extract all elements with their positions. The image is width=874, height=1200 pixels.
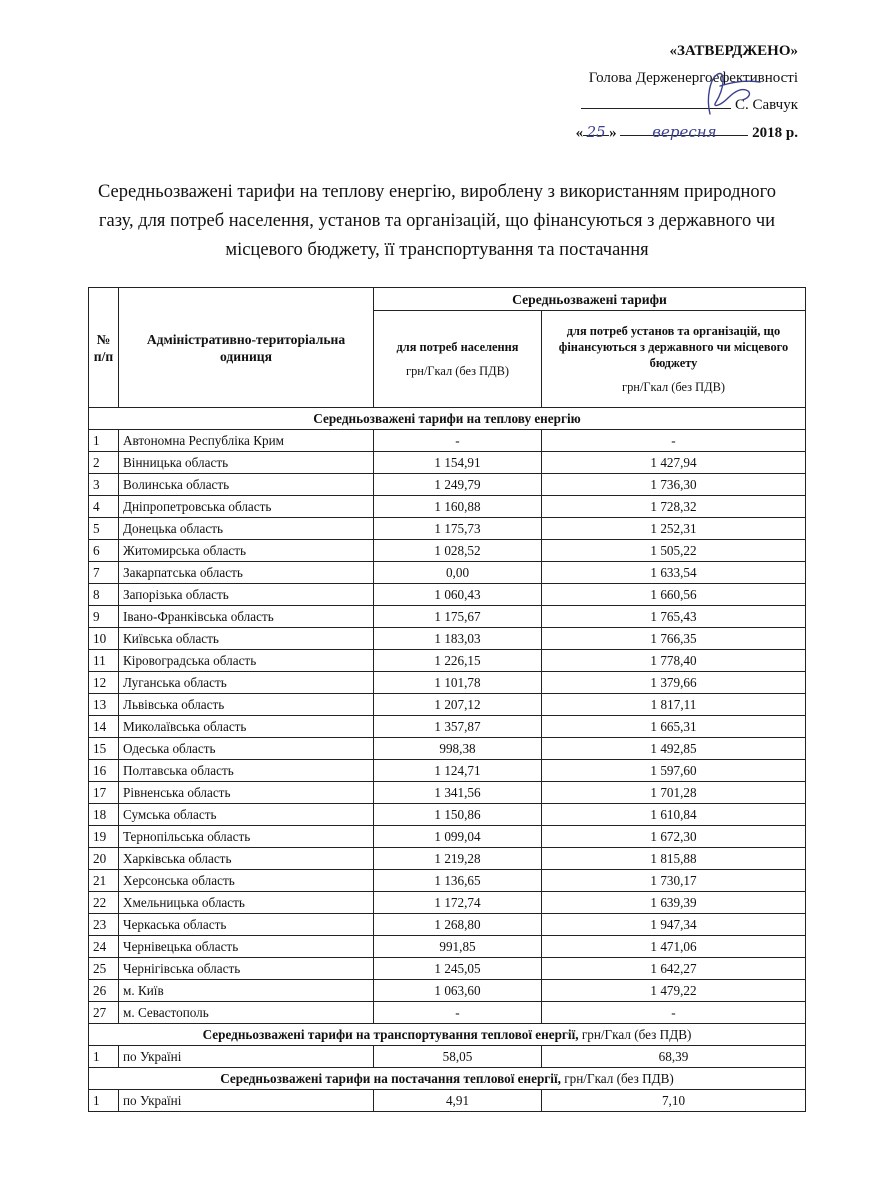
row-name: м. Севастополь	[119, 1002, 374, 1024]
row-institutions-tariff: 1 947,34	[542, 914, 806, 936]
row-institutions-tariff: 1 379,66	[542, 672, 806, 694]
header-unit-name: Адміністративно-територіальна одиниця	[119, 288, 374, 408]
row-name: Житомирська область	[119, 540, 374, 562]
row-name: по Україні	[119, 1090, 374, 1112]
row-institutions-tariff: 1 736,30	[542, 474, 806, 496]
region-row	[89, 716, 806, 738]
row-name: Автономна Республіка Крим	[119, 430, 374, 452]
approval-stamp: «ЗАТВЕРДЖЕНО»	[669, 43, 798, 59]
row-name: Закарпатська область	[119, 562, 374, 584]
row-number: 21	[89, 870, 119, 892]
row-population-tariff: 1 063,60	[374, 980, 542, 1002]
row-name: Чернівецька область	[119, 936, 374, 958]
region-row	[89, 650, 806, 672]
region-row	[89, 518, 806, 540]
row-number: 1	[89, 430, 119, 452]
header-institutions	[542, 311, 806, 408]
row-population-tariff: 1 175,67	[374, 606, 542, 628]
row-number: 2	[89, 452, 119, 474]
region-row	[89, 430, 806, 452]
row-number: 1	[89, 1046, 119, 1068]
row-institutions-tariff: 1 479,22	[542, 980, 806, 1002]
row-population-tariff: 4,91	[374, 1090, 542, 1112]
region-row	[89, 496, 806, 518]
section-transport	[89, 1024, 806, 1046]
row-population-tariff: -	[374, 1002, 542, 1024]
row-name: Херсонська область	[119, 870, 374, 892]
row-population-tariff: 1 175,73	[374, 518, 542, 540]
row-population-tariff: 1 341,56	[374, 782, 542, 804]
row-number: 5	[89, 518, 119, 540]
row-institutions-tariff: -	[542, 1002, 806, 1024]
region-row	[89, 870, 806, 892]
row-population-tariff: 1 101,78	[374, 672, 542, 694]
row-population-tariff: 1 183,03	[374, 628, 542, 650]
row-name: Вінницька область	[119, 452, 374, 474]
row-population-tariff: 1 136,65	[374, 870, 542, 892]
row-institutions-tariff: 1 471,06	[542, 936, 806, 958]
header-institutions-unit: грн/Гкал (без ПДВ)	[622, 380, 725, 394]
region-row	[89, 782, 806, 804]
row-institutions-tariff: 1 701,28	[542, 782, 806, 804]
row-institutions-tariff: 1 639,39	[542, 892, 806, 914]
row-number: 18	[89, 804, 119, 826]
row-number: 27	[89, 1002, 119, 1024]
row-population-tariff: 1 150,86	[374, 804, 542, 826]
row-institutions-tariff: 1 597,60	[542, 760, 806, 782]
row-institutions-tariff: 1 505,22	[542, 540, 806, 562]
row-number: 1	[89, 1090, 119, 1112]
row-number: 6	[89, 540, 119, 562]
tariffs-table	[88, 287, 806, 1112]
section-transport-title: Середньозважені тарифи на транспортування теплової енергії,	[202, 1026, 579, 1042]
row-name: по Україні	[119, 1046, 374, 1068]
row-number: 20	[89, 848, 119, 870]
approval-signer: С. Савчук	[734, 97, 798, 113]
section-supply-unit: грн/Гкал (без ПДВ)	[564, 1070, 674, 1086]
region-row	[89, 892, 806, 914]
header-institutions-label: для потреб установ та організацій, що фінансуються з державного чи місцевого бюджету	[558, 324, 789, 370]
row-number: 14	[89, 716, 119, 738]
header-number: № п/п	[89, 288, 119, 408]
row-institutions-tariff: 1 252,31	[542, 518, 806, 540]
row-institutions-tariff: 68,39	[542, 1046, 806, 1068]
row-population-tariff: 1 357,87	[374, 716, 542, 738]
row-population-tariff: 1 154,91	[374, 452, 542, 474]
row-number: 12	[89, 672, 119, 694]
row-institutions-tariff: 1 766,35	[542, 628, 806, 650]
region-row	[89, 980, 806, 1002]
approval-date	[498, 119, 798, 147]
row-name: Миколаївська область	[119, 716, 374, 738]
transport-row	[89, 1046, 806, 1068]
row-name: Полтавська область	[119, 760, 374, 782]
row-population-tariff: 1 249,79	[374, 474, 542, 496]
row-institutions-tariff: 1 672,30	[542, 826, 806, 848]
row-name: Волинська область	[119, 474, 374, 496]
region-row	[89, 760, 806, 782]
row-number: 15	[89, 738, 119, 760]
row-institutions-tariff: 1 660,56	[542, 584, 806, 606]
header-tariffs-group: Середньозважені тарифи	[374, 288, 806, 311]
row-name: Львівська область	[119, 694, 374, 716]
row-number: 23	[89, 914, 119, 936]
row-institutions-tariff: 1 728,32	[542, 496, 806, 518]
row-name: Кіровоградська область	[119, 650, 374, 672]
row-population-tariff: 1 219,28	[374, 848, 542, 870]
row-name: Дніпропетровська область	[119, 496, 374, 518]
row-population-tariff: 1 268,80	[374, 914, 542, 936]
region-row	[89, 694, 806, 716]
row-institutions-tariff: 1 665,31	[542, 716, 806, 738]
row-number: 9	[89, 606, 119, 628]
approval-position: Голова Держенергоефективності	[588, 70, 798, 86]
date-year: 2018 р.	[752, 125, 798, 141]
row-name: Рівненська область	[119, 782, 374, 804]
row-institutions-tariff: 1 633,54	[542, 562, 806, 584]
row-institutions-tariff: 7,10	[542, 1090, 806, 1112]
region-row	[89, 452, 806, 474]
row-name: Луганська область	[119, 672, 374, 694]
row-name: м. Київ	[119, 980, 374, 1002]
region-row	[89, 1002, 806, 1024]
row-population-tariff: 58,05	[374, 1046, 542, 1068]
row-number: 3	[89, 474, 119, 496]
row-number: 17	[89, 782, 119, 804]
date-open-quote: «	[575, 125, 584, 141]
row-name: Запорізька область	[119, 584, 374, 606]
section-heat-title: Середньозважені тарифи на теплову енергію	[89, 408, 806, 430]
row-institutions-tariff: -	[542, 430, 806, 452]
region-row	[89, 584, 806, 606]
region-row	[89, 606, 806, 628]
row-name: Тернопільська область	[119, 826, 374, 848]
region-row	[89, 914, 806, 936]
row-institutions-tariff: 1 730,17	[542, 870, 806, 892]
row-institutions-tariff: 1 778,40	[542, 650, 806, 672]
row-population-tariff: 991,85	[374, 936, 542, 958]
row-name: Черкаська область	[119, 914, 374, 936]
row-name: Сумська область	[119, 804, 374, 826]
region-row	[89, 540, 806, 562]
row-population-tariff: 1 099,04	[374, 826, 542, 848]
row-number: 13	[89, 694, 119, 716]
row-number: 4	[89, 496, 119, 518]
row-number: 25	[89, 958, 119, 980]
row-name: Івано-Франківська область	[119, 606, 374, 628]
row-number: 7	[89, 562, 119, 584]
row-name: Донецька область	[119, 518, 374, 540]
row-number: 24	[89, 936, 119, 958]
region-row	[89, 738, 806, 760]
region-row	[89, 958, 806, 980]
row-population-tariff: 1 207,12	[374, 694, 542, 716]
row-name: Київська область	[119, 628, 374, 650]
row-name: Хмельницька область	[119, 892, 374, 914]
row-population-tariff: 1 245,05	[374, 958, 542, 980]
row-population-tariff: 1 060,43	[374, 584, 542, 606]
header-population-unit: грн/Гкал (без ПДВ)	[406, 364, 509, 378]
row-population-tariff: 998,38	[374, 738, 542, 760]
region-row	[89, 848, 806, 870]
row-population-tariff: 1 172,74	[374, 892, 542, 914]
row-number: 16	[89, 760, 119, 782]
region-row	[89, 826, 806, 848]
row-name: Чернігівська область	[119, 958, 374, 980]
row-number: 11	[89, 650, 119, 672]
signature-mark	[680, 68, 766, 120]
row-name: Одеська область	[119, 738, 374, 760]
row-number: 8	[89, 584, 119, 606]
region-row	[89, 628, 806, 650]
section-supply-title: Середньозважені тарифи на постачання теплової енергії,	[220, 1070, 561, 1086]
region-row	[89, 672, 806, 694]
region-row	[89, 804, 806, 826]
row-institutions-tariff: 1 610,84	[542, 804, 806, 826]
row-population-tariff: -	[374, 430, 542, 452]
date-day: 25	[583, 119, 609, 136]
row-number: 22	[89, 892, 119, 914]
row-number: 19	[89, 826, 119, 848]
row-institutions-tariff: 1 642,27	[542, 958, 806, 980]
section-supply	[89, 1068, 806, 1090]
section-transport-unit: грн/Гкал (без ПДВ)	[581, 1026, 692, 1042]
header-population-label: для потреб населення	[396, 340, 519, 354]
row-population-tariff: 1 160,88	[374, 496, 542, 518]
date-month: вересня	[620, 119, 748, 136]
row-population-tariff: 1 124,71	[374, 760, 542, 782]
row-institutions-tariff: 1 492,85	[542, 738, 806, 760]
row-population-tariff: 0,00	[374, 562, 542, 584]
document-title: Середньозважені тарифи на теплову енергію, вироблену з використанням природного газу, для потреб населення, установ та організацій, що фінансуються з державного чи місцевого бюджету, її транспортування та постачання	[97, 182, 777, 260]
row-population-tariff: 1 028,52	[374, 540, 542, 562]
row-institutions-tariff: 1 815,88	[542, 848, 806, 870]
region-row	[89, 562, 806, 584]
row-name: Харківська область	[119, 848, 374, 870]
row-number: 10	[89, 628, 119, 650]
row-institutions-tariff: 1 765,43	[542, 606, 806, 628]
date-close-quote: »	[609, 125, 617, 141]
supply-row	[89, 1090, 806, 1112]
row-institutions-tariff: 1 817,11	[542, 694, 806, 716]
row-population-tariff: 1 226,15	[374, 650, 542, 672]
section-heat	[89, 408, 806, 430]
region-row	[89, 474, 806, 496]
row-institutions-tariff: 1 427,94	[542, 452, 806, 474]
header-population	[374, 311, 542, 408]
region-row	[89, 936, 806, 958]
row-number: 26	[89, 980, 119, 1002]
